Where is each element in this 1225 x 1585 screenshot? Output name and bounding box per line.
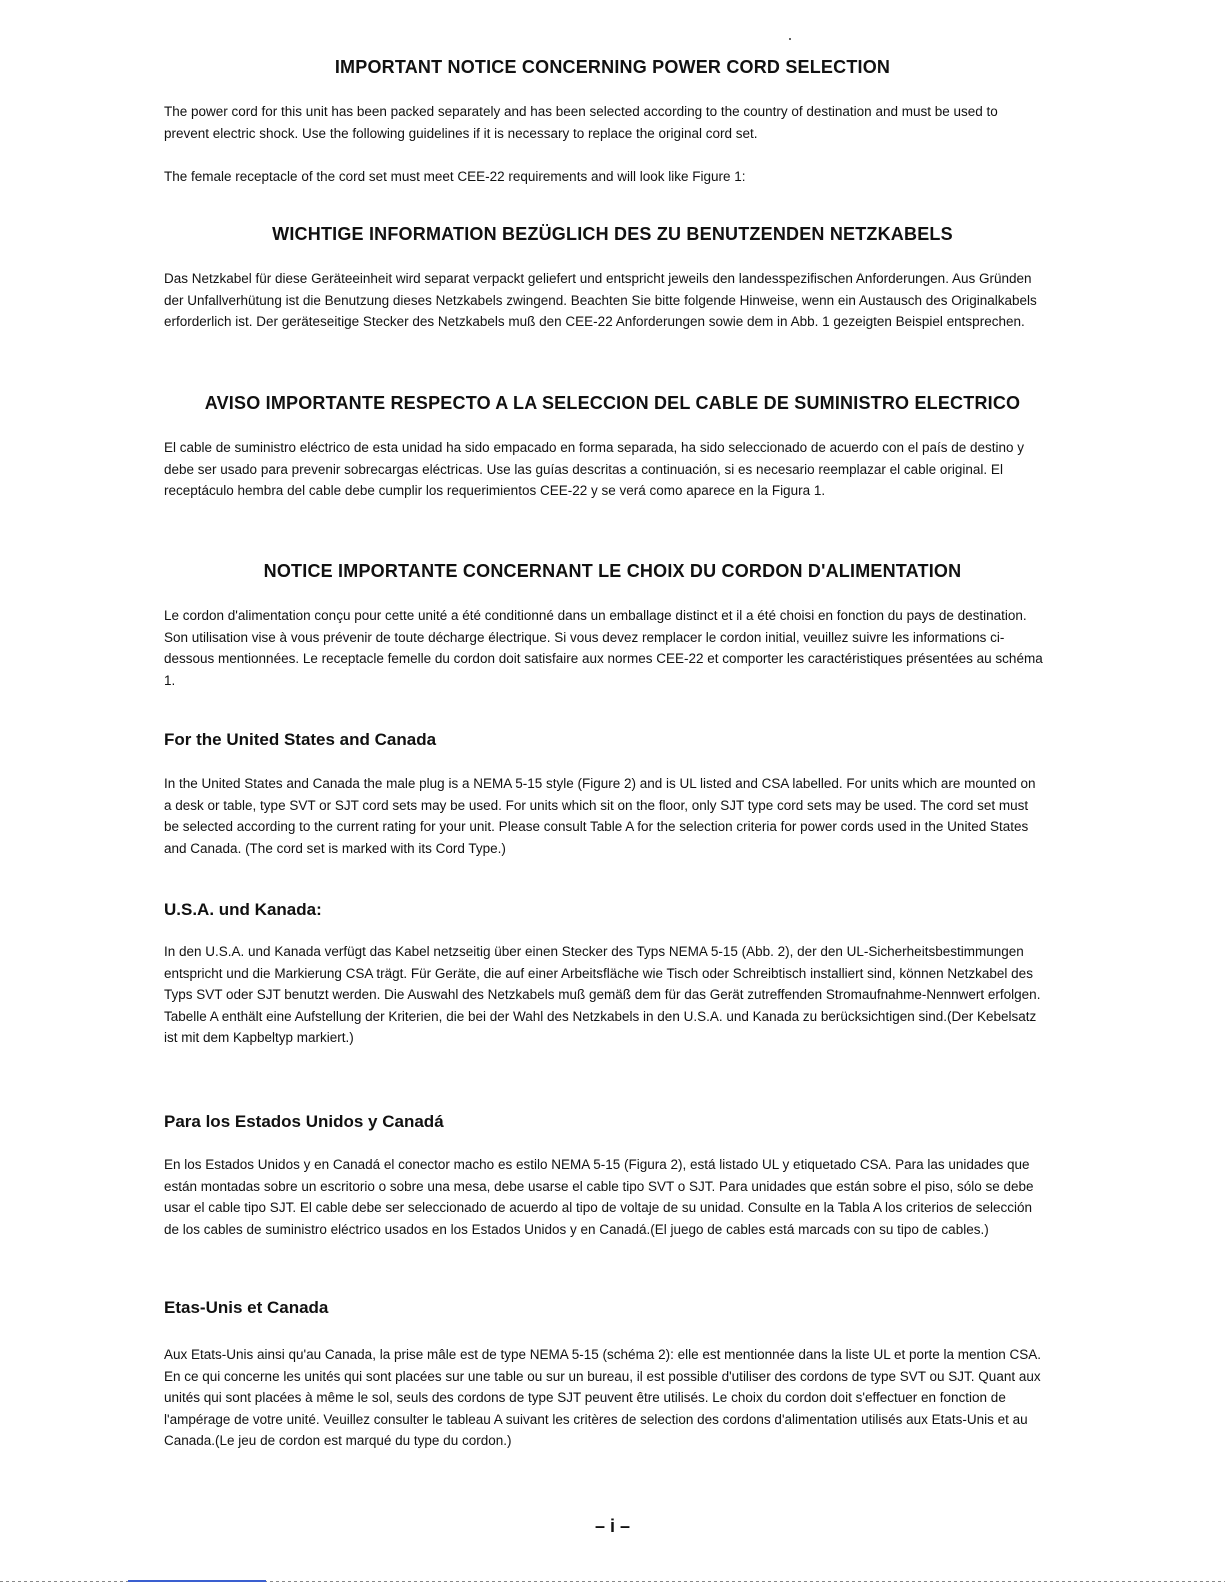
paragraph-us-canada-english: In the United States and Canada the male plug is a NEMA 5-15 style (Figure 2) and is UL listed and CSA labelled. For units which are mounted on a desk or table, type SVT or SJT cord sets may be used. For units which sit on the floor, only SJT type cord sets may be used. The cord set must be selected according to the current rating for your unit. Please consult Table A for the selection criteria for power cords used in the United States and Canada. (The cord set is marked with its Cord Type.) [164, 776, 1036, 856]
section-title-german: WICHTIGE INFORMATION BEZÜGLICH DES ZU BENUTZENDEN NETZKABELS [272, 224, 953, 244]
paragraph-french: Le cordon d'alimentation conçu pour cette unité a été conditionné dans un emballage distinct et il a été choisi en fonction du pays de destination. Son utilisation vise à vous prévenir de toute décharge électrique. Si vous devez remplacer le cordon initial, veuillez suivre les informations ci-dessous mentionnées. Le receptacle femelle du cordon doit satisfaire aux normes CEE-22 et comporter les caractéristiques présentées au schéma 1. [164, 608, 1043, 688]
subheading-us-canada-french: Etas-Unis et Canada [164, 1298, 329, 1317]
paragraph-us-canada-german: In den U.S.A. und Kanada verfügt das Kabel netzseitig über einen Stecker des Typs NEMA 5-15 (Abb. 2), der den UL-Sicherheitsbestimmungen entspricht und die Markierung CSA trägt. Für Geräte, die auf einer Arbeitsfläche wie Tisch oder Schreibtisch installiert sind, können Netzkabel des Typs SVT oder SJT benutzt werden. Die Auswahl des Netzkabels muß gemäß dem für das Gerät zutreffenden Stromaufnahme-Nennwert erfolgen. Tabelle A enthält eine Aufstellung der Kriterien, die bei der Wahl des Netzkabels in den U.S.A. und Kanada zu berücksichtigen sind.(Der Kebelsatz ist mit dem Kapbeltyp markiert.) [164, 944, 1041, 1045]
paragraph-spanish: El cable de suministro eléctrico de esta unidad ha sido empacado en forma separada, ha sido seleccionado de acuerdo con el país de destino y debe ser usado para prevenir sobrecargas eléctricas. Use las guías descritas a continuación, si es necesario reemplazar el cable original. El receptáculo hembra del cable debe cumplir los requerimientos CEE-22 y se verá como aparece en la Figura 1. [164, 440, 1025, 498]
subheading-us-canada-spanish: Para los Estados Unidos y Canadá [164, 1112, 444, 1131]
section-title-english: IMPORTANT NOTICE CONCERNING POWER CORD SELECTION [334, 57, 891, 77]
paragraph-english-1: The power cord for this unit has been packed separately and has been selected according to the country of destination and must be used to prevent electric shock. Use the following guidelines if it is necessary to replace the original cord set. [164, 104, 998, 141]
subheading-us-canada-german: U.S.A. und Kanada: [164, 900, 322, 919]
paragraph-german: Das Netzkabel für diese Geräteeinheit wird separat verpackt geliefert und entspricht jeweils den landesspezifischen Anforderungen. Aus Gründen der Unfallverhütung ist die Benutzung dieses Netzkabels zwingend. Beachten Sie bitte folgende Hinweise, wenn ein Austausch des Originalkabels erforderlich ist. Der geräteseitige Stecker des Netzkabels muß den CEE-22 Anforderungen sowie dem in Abb. 1 gezeigten Beispiel entsprechen. [164, 271, 1037, 329]
paragraph-english-2: The female receptacle of the cord set must meet CEE-22 requirements and will look like Figure 1: [164, 169, 746, 184]
page-number: – i – [594, 1516, 631, 1536]
subheading-us-canada-english: For the United States and Canada [164, 730, 437, 749]
section-title-spanish: AVISO IMPORTANTE RESPECTO A LA SELECCION DEL CABLE DE SUMINISTRO ELECTRICO [204, 393, 1021, 413]
paragraph-us-canada-spanish: En los Estados Unidos y en Canadá el conector macho es estilo NEMA 5-15 (Figura 2), está listado UL y etiquetado CSA. Para las unidades que están montadas sobre un escritorio o sobre una mesa, debe usarse el cable tipo SVT o SJT. Para unidades que están sobre el piso, sólo se debe usar el cable tipo SJT. El cable debe ser seleccionado de acuerdo al tipo de voltaje de su unidad. Consulte en la Tabla A los criterios de selección de los cables de suministro eléctrico usados en los Estados Unidos y en Canadá.(El juego de cables está marcads con su tipo de cables.) [164, 1157, 1034, 1237]
bottom-link-underline [128, 1580, 266, 1582]
speck-mark [789, 38, 791, 40]
paragraph-us-canada-french: Aux Etats-Unis ainsi qu'au Canada, la prise mâle est de type NEMA 5-15 (schéma 2): elle est mentionnée dans la liste UL et porte la mention CSA. En ce qui concerne les unités qui sont placées sur une table ou sur un bureau, il est possible d'utiliser des cordons de type SVT ou SJT. Quant aux unités qui sont placées à même le sol, seuls des cordons de type SJT peuvent être utilisés. Le choix du cordon doit s'effectuer en fonction de l'ampérage de votre unité. Veuillez consulter le tableau A suivant les critères de selection des cordons d'alimentation utilisés aux Etats-Unis et au Canada.(Le jeu de cordon est marqué du type du cordon.) [164, 1347, 1042, 1448]
section-title-french: NOTICE IMPORTANTE CONCERNANT LE CHOIX DU CORDON D'ALIMENTATION [263, 561, 962, 581]
